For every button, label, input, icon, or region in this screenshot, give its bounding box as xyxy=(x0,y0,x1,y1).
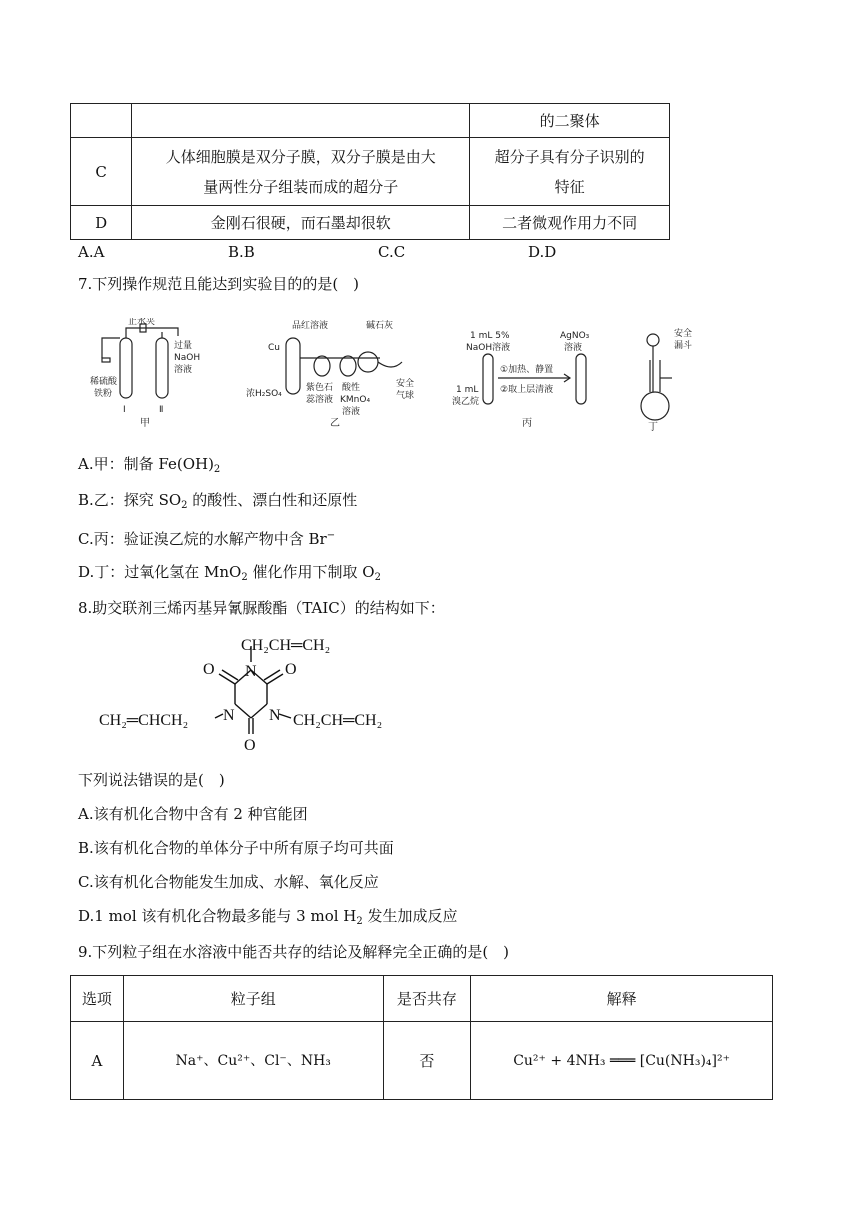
q8-stem: 8.助交联剂三烯丙基异氰脲酸酯（TAIC）的结构如下： xyxy=(78,599,445,617)
bing-label-etbr1: 1 mL xyxy=(456,385,479,395)
table-cell: 二者微观作用力不同 xyxy=(470,206,670,240)
q6-option-a[interactable]: A.A xyxy=(78,243,105,261)
q7-option-d[interactable] xyxy=(78,562,381,588)
option-text: D.1 mol 该有机化合物最多能与 3 mol xyxy=(78,907,344,925)
jia-label-tube2: Ⅱ xyxy=(159,405,164,415)
taic-right-chain: CH₂CH═CH₂ xyxy=(293,712,383,729)
formula: Br xyxy=(308,530,327,548)
q7-option-a[interactable] xyxy=(78,454,220,480)
cell-line: 特征 xyxy=(554,177,585,196)
table-cell xyxy=(132,104,470,138)
jia-label-tube1: Ⅰ xyxy=(123,405,126,415)
ding-label-funnel2: 漏斗 xyxy=(674,341,693,351)
ding-label-funnel1: 安全 xyxy=(674,329,693,339)
table-cell: C xyxy=(71,138,132,206)
jia-label-excess: 过量 xyxy=(174,341,193,351)
table-cell: 的二聚体 xyxy=(470,104,670,138)
taic-nitrogen-left: N xyxy=(223,707,235,724)
table-cell: 金刚石很硬，而石墨却很软 xyxy=(132,206,470,240)
bing-label-naoh2: NaOH溶液 xyxy=(466,343,511,353)
superscript: − xyxy=(326,530,336,541)
formula: SO xyxy=(158,491,182,509)
jia-label-naoh: NaOH xyxy=(174,353,201,363)
formula: MnO xyxy=(204,563,242,581)
q6-option-d[interactable]: D.D xyxy=(528,243,557,261)
jia-label-solution: 溶液 xyxy=(174,365,193,375)
q6-option-c[interactable]: C.C xyxy=(378,243,406,261)
table-header: 粒子组 xyxy=(123,976,383,1022)
yi-label-zise1: 紫色石 xyxy=(306,383,334,393)
formula: Fe(OH) xyxy=(158,455,214,473)
option-text: 催化作用下制取 xyxy=(247,563,363,581)
taic-oxygen-right: O xyxy=(285,661,297,678)
bing-label-agsol: 溶液 xyxy=(564,343,583,353)
table-row xyxy=(71,206,670,240)
table-cell: A xyxy=(71,1022,124,1100)
bing-label-naoh1: 1 mL 5% xyxy=(470,331,510,341)
table-cell: Na⁺、Cu²⁺、Cl⁻、NH₃ xyxy=(123,1022,383,1100)
table-cell: Cu²⁺ + 4NH₃ ═══ [Cu(NH₃)₄]²⁺ xyxy=(471,1022,773,1100)
option-text: A.甲：制备 xyxy=(78,455,159,473)
option-text: 的酸性、漂白性和还原性 xyxy=(187,491,358,509)
q8-option-d[interactable] xyxy=(78,906,458,932)
taic-oxygen-left: O xyxy=(203,661,215,678)
option-text: 发生加成反应 xyxy=(362,907,458,925)
subscript: 2 xyxy=(241,572,248,583)
subscript: 2 xyxy=(213,464,221,475)
subscript: 2 xyxy=(181,500,188,511)
jia-label-iron: 铁粉 xyxy=(94,389,113,399)
q9-table xyxy=(70,975,773,1100)
cell-line: 人体细胞膜是双分子膜，双分子膜是由大 xyxy=(165,147,436,166)
bing-caption: 丙 xyxy=(522,418,532,429)
table-cell: 否 xyxy=(383,1022,471,1100)
yi-label-acidic: 酸性 xyxy=(342,383,361,393)
yi-label-safety2: 气球 xyxy=(396,391,415,401)
table-cell xyxy=(71,104,132,138)
cell-line: 量两性分子组装而成的超分子 xyxy=(203,177,399,196)
subscript: 2 xyxy=(374,572,381,583)
taic-nitrogen-top: N xyxy=(245,663,257,680)
taic-left-chain: CH₂═CHCH₂ xyxy=(99,712,189,729)
cell-line: 超分子具有分子识别的 xyxy=(494,147,645,166)
q8-option-a[interactable]: A.该有机化合物中含有 2 种官能团 xyxy=(78,805,308,823)
taic-top-chain: CH₂CH═CH₂ xyxy=(241,637,331,654)
yi-label-safety1: 安全 xyxy=(396,379,415,389)
q8-option-c[interactable]: C.该有机化合物能发生加成、水解、氧化反应 xyxy=(78,873,379,891)
yi-label-jianshihui: 碱石灰 xyxy=(366,321,394,331)
yi-label-cu: Cu xyxy=(268,343,280,353)
jia-label-acid: 稀硫酸 xyxy=(90,377,118,387)
option-text: C.丙：验证溴乙烷的水解产物中含 xyxy=(78,530,309,548)
q7-option-c[interactable] xyxy=(78,526,335,549)
table-continued xyxy=(70,103,670,240)
table-header: 选项 xyxy=(71,976,124,1022)
table-header: 是否共存 xyxy=(383,976,471,1022)
option-text: D.丁：过氧化氢在 xyxy=(78,563,205,581)
bing-label-agno3: AgNO₃ xyxy=(560,331,590,341)
table-row xyxy=(71,138,670,206)
bing-label-step1: ①加热、静置 xyxy=(500,365,554,375)
formula: H xyxy=(343,907,357,925)
table-header-row xyxy=(71,976,773,1022)
bing-label-etbr2: 溴乙烷 xyxy=(452,397,480,407)
table-cell: D xyxy=(71,206,132,240)
yi-label-zise2: 蕊溶液 xyxy=(306,395,334,405)
taic-nitrogen-right: N xyxy=(269,707,281,724)
ding-caption: 丁 xyxy=(648,422,658,433)
yi-caption: 乙 xyxy=(330,418,340,429)
q7-stem: 7.下列操作规范且能达到实验目的的是( ) xyxy=(78,275,360,293)
bing-label-step2: ②取上层清液 xyxy=(500,385,554,395)
yi-label-pinhong: 品红溶液 xyxy=(292,321,329,331)
formula: O xyxy=(362,563,375,581)
table-row xyxy=(71,104,670,138)
yi-label-h2so4: 浓H₂SO₄ xyxy=(246,389,282,399)
table-cell xyxy=(470,138,670,206)
table-row xyxy=(71,1022,773,1100)
table-cell xyxy=(132,138,470,206)
q7-option-b[interactable] xyxy=(78,490,357,516)
yi-label-kmno4: KMnO₄ xyxy=(340,395,371,405)
option-text: B.乙：探究 xyxy=(78,491,159,509)
q7-apparatus-figures xyxy=(90,318,720,438)
jia-label-clamp: 止水夹 xyxy=(128,318,156,327)
q9-stem: 9.下列粒子组在水溶液中能否共存的结论及解释完全正确的是( ) xyxy=(78,943,510,961)
q6-option-b[interactable]: B.B xyxy=(228,243,255,261)
table-header: 解释 xyxy=(471,976,773,1022)
subscript: 2 xyxy=(356,916,363,927)
taic-oxygen-bottom: O xyxy=(244,737,256,754)
q8-ask: 下列说法错误的是( ) xyxy=(78,771,225,789)
taic-structure-diagram xyxy=(95,622,425,758)
yi-label-sol: 溶液 xyxy=(342,407,361,417)
jia-caption: 甲 xyxy=(140,418,150,429)
q8-option-b[interactable]: B.该有机化合物的单体分子中所有原子均可共面 xyxy=(78,839,394,857)
